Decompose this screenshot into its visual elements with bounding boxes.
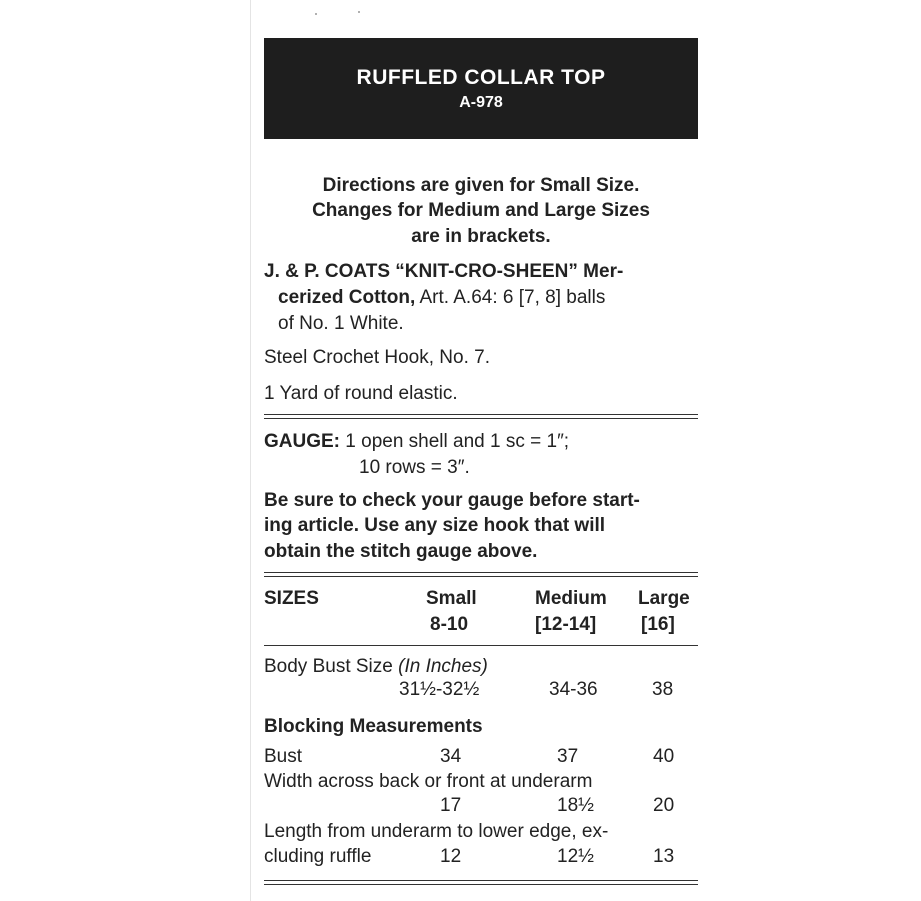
gauge-check-1: Be sure to check your gauge before start-	[264, 490, 640, 511]
materials-line-3: of No. 1 White.	[278, 313, 404, 334]
size-medium-range: [12-14]	[535, 614, 597, 635]
title-banner	[264, 38, 698, 139]
length-label-1: Length from underarm to lower edge, ex-	[264, 821, 609, 842]
bust-large: 40	[653, 746, 675, 767]
gauge-check-2: ing article. Use any size hook that will	[264, 515, 606, 536]
width-large: 20	[653, 795, 675, 816]
gauge-line-2: 10 rows = 3″.	[359, 457, 470, 478]
size-large-name: Large	[638, 588, 690, 609]
length-label-2: cluding ruffle	[264, 846, 372, 867]
intro-line-2: Changes for Medium and Large Sizes	[312, 200, 650, 221]
width-medium: 18½	[557, 795, 594, 816]
length-large: 13	[653, 846, 675, 867]
section-divider	[264, 414, 698, 419]
table-divider	[264, 645, 698, 647]
size-small-range: 8-10	[430, 614, 469, 635]
blocking-heading: Blocking Measurements	[264, 716, 483, 737]
yarn-amount: Art. A.64: 6 [7, 8] balls	[415, 287, 606, 308]
materials-line-1	[264, 261, 623, 283]
materials-line-2	[278, 287, 605, 309]
gauge-line-1	[264, 431, 569, 453]
width-small: 17	[440, 795, 462, 816]
width-label: Width across back or front at underarm	[264, 771, 593, 792]
pattern-card	[264, 0, 698, 901]
gauge-label: GAUGE:	[264, 431, 340, 452]
size-medium-name: Medium	[535, 588, 607, 609]
body-bust-unit: (In Inches)	[398, 656, 488, 677]
section-divider	[264, 572, 698, 577]
length-small: 12	[440, 846, 462, 867]
yarn-type: cerized Cotton,	[278, 287, 416, 308]
body-bust-small: 31½-32½	[399, 679, 480, 700]
section-divider	[264, 880, 698, 885]
yarn-name: J. & P. COATS “KNIT-CRO-SHEEN” Mer-	[264, 261, 624, 282]
page-edge-line	[250, 0, 251, 901]
body-bust-label	[264, 656, 488, 678]
body-bust-large: 38	[652, 679, 674, 700]
bust-label: Bust	[264, 746, 303, 767]
hook-line: Steel Crochet Hook, No. 7.	[264, 347, 490, 368]
size-small-name: Small	[426, 588, 477, 609]
intro-line-3: are in brackets.	[411, 226, 551, 247]
gauge-shell: 1 open shell and 1 sc = 1″;	[340, 431, 570, 452]
bust-small: 34	[440, 746, 462, 767]
sizes-label: SIZES	[264, 588, 319, 609]
pattern-code: A-978	[459, 94, 503, 111]
pattern-title: RUFFLED COLLAR TOP	[356, 66, 606, 89]
intro-line-1: Directions are given for Small Size.	[322, 175, 640, 196]
gauge-check-3: obtain the stitch gauge above.	[264, 541, 538, 562]
body-bust-medium: 34-36	[549, 679, 598, 700]
length-medium: 12½	[557, 846, 594, 867]
bust-medium: 37	[557, 746, 579, 767]
size-large-range: [16]	[641, 614, 675, 635]
elastic-line: 1 Yard of round elastic.	[264, 383, 458, 404]
body-bust-text: Body Bust Size	[264, 656, 393, 677]
